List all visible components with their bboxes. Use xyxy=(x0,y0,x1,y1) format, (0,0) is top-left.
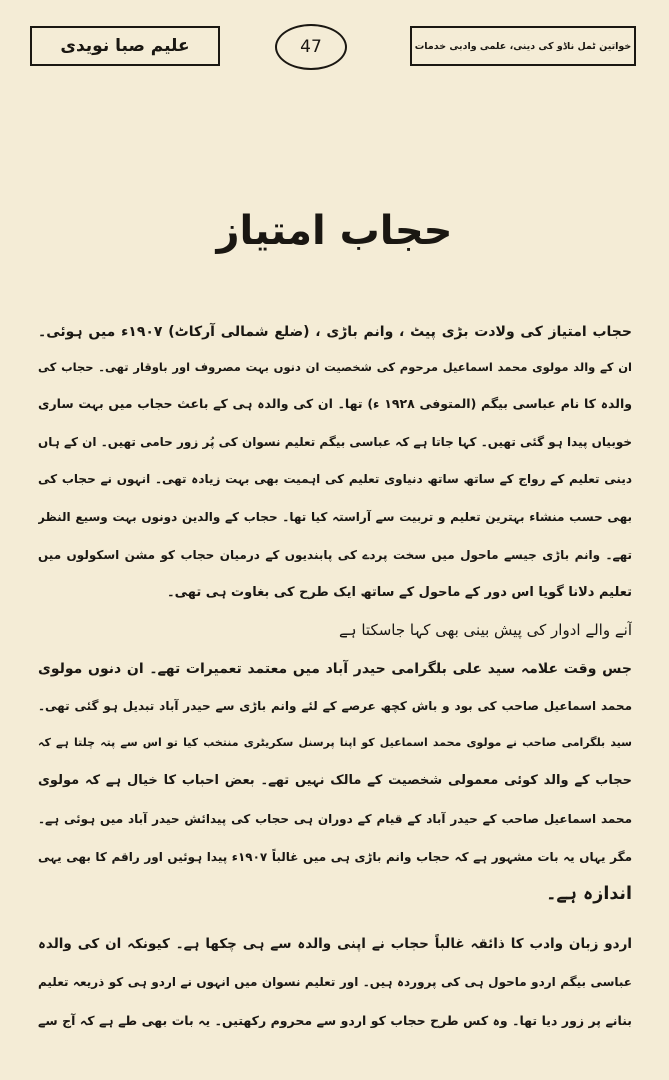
page-number-oval xyxy=(275,24,347,70)
author-name: علیم صبا نویدی xyxy=(60,36,190,56)
body-line: بھی حسب منشاء بہترین تعلیم و تربیت سے آراستہ کیا تھا۔ حجاب کے والدین دونوں بہت وسیع النظر xyxy=(38,510,632,524)
body-line: اردو زبان وادب کا ذائقہ غالباً حجاب نے اپنی والدہ سے ہی چکھا ہے۔ کیونکہ ان کی والدہ xyxy=(38,936,632,952)
body-line: مگر یہاں یہ بات مشہور ہے کہ حجاب وانم باڑی ہی میں غالباً ۱۹۰۷ء پیدا ہوئیں اور راقم کا بھی یہی xyxy=(38,850,632,864)
body-line: سید بلگرامی صاحب نے مولوی محمد اسماعیل کو اپنا پرسنل سکریٹری منتخب کیا تو اس سے پتہ چلتا ہے کہ xyxy=(38,736,632,749)
author-box xyxy=(30,26,220,66)
body-line: بنانے پر زور دیا تھا۔ وہ کس طرح حجاب کو اردو سے محروم رکھتیں۔ یہ بات بھی طے ہے کہ آج سے xyxy=(38,1013,632,1028)
body-line: خوبیاں پیدا ہو گئی تھیں۔ کہا جاتا ہے کہ عباسی بیگم تعلیم نسوان کی پُر زور حامی تھیں۔ ان کے ہاں xyxy=(38,435,632,449)
body-line: دینی تعلیم کے رواج کے ساتھ ساتھ دنیاوی تعلیم کی اہمیت بھی بہت زیادہ تھی۔ انہوں نے حجاب کی xyxy=(38,472,632,486)
book-title: خواتین ٹمل ناڈو کی دینی، علمی وادبی خدمات xyxy=(414,40,632,52)
body-line: آنے والے ادوار کی پیش بینی بھی کہا جاسکتا ہے xyxy=(339,621,632,639)
body-line: والدہ کا نام عباسی بیگم (المتوفی ۱۹۲۸ ء) تھا۔ ان کی والدہ ہی کے باعث حجاب میں بہت ساری xyxy=(38,396,632,411)
body-line: ان کے والد مولوی محمد اسماعیل مرحوم کی شخصیت ان دنوں بہت مصروف اور باوقار تھی۔ حجاب کی xyxy=(38,360,632,374)
body-line: محمد اسماعیل صاحب کی بود و باش کچھ عرصے کے لئے وانم باڑی سے حیدر آباد تبدیل ہو گئی تھی۔ xyxy=(38,699,632,713)
body-line: تعلیم دلانا گویا اس دور کے ماحول کے ساتھ ایک طرح کی بغاوت ہی تھی۔ xyxy=(167,585,632,600)
book-title-box xyxy=(410,26,636,66)
body-line: حجاب امتیاز کی ولادت بڑی پیٹ ، وانم باڑی ، (ضلع شمالی آرکاٹ) ۱۹۰۷ء میں ہوئی۔ xyxy=(38,324,632,340)
body-line: جس وقت علامہ سید علی بلگرامی حیدر آباد میں معتمد تعمیرات تھے۔ ان دنوں مولوی xyxy=(38,661,632,677)
body-line: اندازہ ہے۔ xyxy=(546,884,632,904)
body-line: عباسی بیگم اردو ماحول ہی کی پروردہ ہیں۔ اور تعلیم نسوان میں انہوں نے اردو ہی کو ذریعہ تعلیم xyxy=(38,975,632,989)
show-through-texture xyxy=(120,86,620,101)
body-line: حجاب کے والد کوئی معمولی شخصیت کے مالک نہیں تھے۔ بعض احباب کا خیال ہے کہ مولوی xyxy=(38,773,632,788)
chapter-title: حجاب امتیاز xyxy=(216,208,453,254)
page-number: 47 xyxy=(300,37,322,57)
body-line: محمد اسماعیل صاحب کے حیدر آباد کے قیام کے دوران ہی حجاب کی پیدائش حیدر آباد میں ہوئی ہے۔ xyxy=(38,812,632,826)
body-line: تھے۔ وانم باڑی جیسے ماحول میں سخت پردے کی پابندیوں کے درمیان حجاب کو مشن اسکولوں میں xyxy=(38,548,632,562)
